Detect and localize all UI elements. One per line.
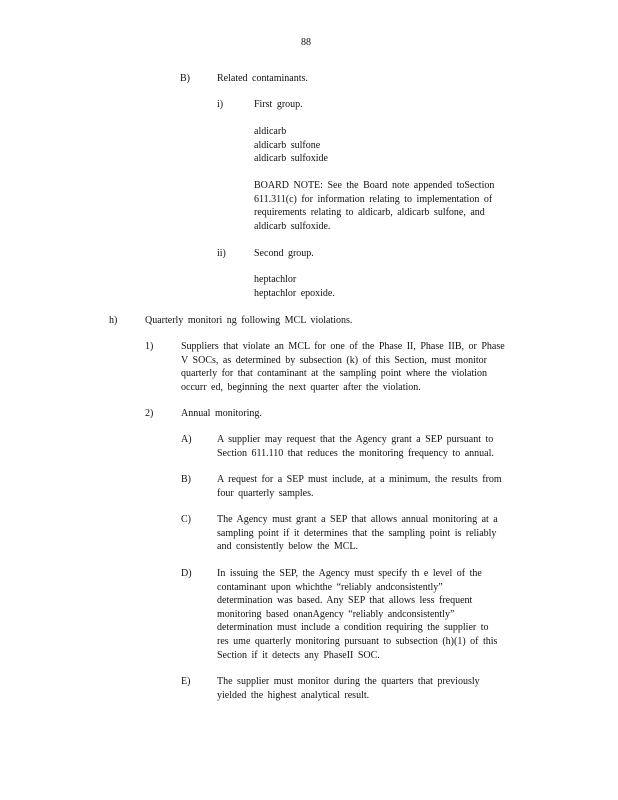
subitem-a-text <box>217 433 494 460</box>
list-item: aldicarb sulfone <box>254 139 321 151</box>
item-1-marker: 1) <box>145 341 154 352</box>
group-i-list <box>254 125 328 166</box>
group-ii-list <box>254 273 335 300</box>
list-item: aldicarb <box>254 126 287 137</box>
list-item: heptachlor epoxide. <box>254 287 335 299</box>
text-line: and consistently below the MCL. <box>217 541 359 553</box>
text-line: Suppliers that violate an MCL for one of the Phase II, Phase IIB, or Phase <box>181 341 505 352</box>
board-note <box>254 179 494 233</box>
board-note-line: 611.311(c) for information relating to implementation of <box>254 193 493 205</box>
section-h-marker: h) <box>109 315 118 326</box>
section-h-heading: Quarterly monitori ng following MCL violations. <box>145 315 353 326</box>
subitem-d-text <box>217 567 497 662</box>
text-line: yielded the highest analytical result. <box>217 689 370 701</box>
section-b-marker: B) <box>180 73 190 84</box>
group-ii-marker: ii) <box>217 248 226 259</box>
text-line: V SOCs, as determined by subsection (k) of this Section, must monitor <box>181 354 487 366</box>
list-item: heptachlor <box>254 274 297 285</box>
text-line: occurr ed, beginning the next quarter after the violation. <box>181 381 421 393</box>
text-line: A request for a SEP must include, at a minimum, the results from <box>217 474 502 485</box>
subitem-a-marker: A) <box>181 434 192 445</box>
item-2-marker: 2) <box>145 408 154 419</box>
subitem-d-marker: D) <box>181 568 192 579</box>
text-line: The supplier must monitor during the quarters that previously <box>217 676 480 687</box>
board-note-line: BOARD NOTE: See the Board note appended toSection <box>254 180 495 191</box>
subitem-b-text <box>217 473 502 500</box>
subitem-e-marker: E) <box>181 676 191 687</box>
text-line: quarterly for that contaminant at the sampling point where the violation <box>181 368 488 380</box>
text-line: res ume quarterly monitoring pursuant to subsection (h)(1) of this <box>217 635 498 647</box>
page-number: 88 <box>301 37 311 48</box>
subitem-e-text <box>217 675 480 702</box>
text-line: contaminant upon whichthe “reliably andconsistently” <box>217 581 443 593</box>
text-line: four quarterly samples. <box>217 487 314 499</box>
section-b-heading: Related contaminants. <box>217 73 308 84</box>
board-note-line: aldicarb sulfoxide. <box>254 220 331 232</box>
group-i-heading: First group. <box>254 99 303 110</box>
item-1-text <box>181 340 505 394</box>
text-line: A supplier may request that the Agency grant a SEP pursuant to <box>217 434 494 445</box>
subitem-b-marker: B) <box>181 474 191 485</box>
text-line: In issuing the SEP, the Agency must specify th e level of the <box>217 568 482 579</box>
subitem-c-marker: C) <box>181 514 191 525</box>
group-ii-heading: Second group. <box>254 248 314 259</box>
subitem-c-text <box>217 513 498 554</box>
list-item: aldicarb sulfoxide <box>254 153 328 165</box>
board-note-line: requirements relating to aldicarb, aldicarb sulfone, and <box>254 207 485 219</box>
text-line: determination must include a condition requiring the supplier to <box>217 622 489 634</box>
text-line: monitoring based onanAgency “reliably andconsistently” <box>217 608 455 620</box>
group-i-marker: i) <box>217 99 224 110</box>
text-line: determination was based. Any SEP that allows less frequent <box>217 595 473 607</box>
text-line: sampling point if it determines that the sampling point is reliably <box>217 527 497 539</box>
text-line: Section if it detects any PhaseII SOC. <box>217 649 380 661</box>
text-line: The Agency must grant a SEP that allows annual monitoring at a <box>217 514 498 525</box>
item-2-heading: Annual monitoring. <box>181 408 262 419</box>
text-line: Section 611.110 that reduces the monitoring frequency to annual. <box>217 447 494 459</box>
